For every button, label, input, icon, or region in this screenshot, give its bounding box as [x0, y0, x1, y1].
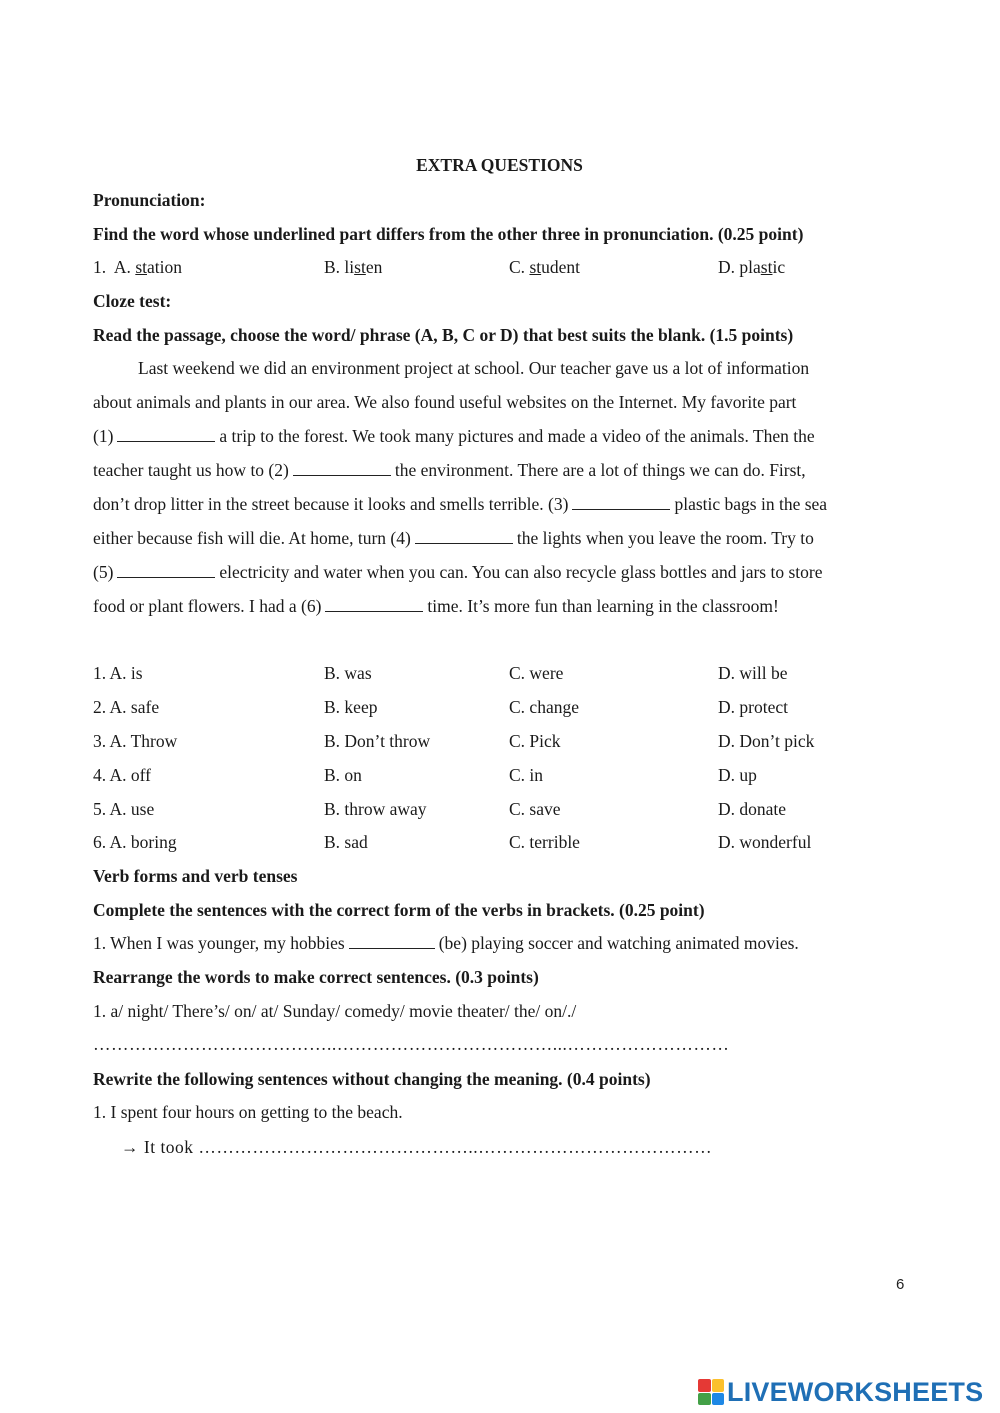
- option-a[interactable]: 3. A. Throw: [93, 731, 178, 751]
- option-a[interactable]: 4. A. off: [93, 765, 152, 785]
- brand-name: LIVEWORKSHEETS: [727, 1376, 984, 1407]
- option-c[interactable]: C. change: [509, 697, 579, 717]
- passage-line: either because fish will die. At home, turn (4) the lights when you leave the room. Try to: [93, 528, 814, 548]
- page-title: EXTRA QUESTIONS: [416, 155, 583, 175]
- brand-square-red: [698, 1379, 711, 1392]
- option-row: [93, 731, 913, 753]
- rearrange-answer-line[interactable]: …………………………………..………………………………...………………………: [93, 1034, 730, 1054]
- passage-line: don’t drop litter in the street because it looks and smells terrible. (3) plastic bags in the sea: [93, 494, 828, 514]
- brand-square-blue: [712, 1393, 725, 1406]
- cloze-instruction: Read the passage, choose the word/ phrase (A, B, C or D) that best suits the blank. (1.5 points): [93, 325, 794, 345]
- passage-line: (1) a trip to the forest. We took many pictures and made a video of the animals. Then the: [93, 426, 815, 446]
- rewrite-answer-line[interactable]: → It took ………………………………………..…………………………………: [121, 1137, 713, 1157]
- option-b[interactable]: B. keep: [324, 697, 378, 717]
- rearrange-instruction: Rearrange the words to make correct sentences. (0.3 points): [93, 967, 539, 987]
- option-row: [93, 799, 913, 821]
- option-b[interactable]: B. was: [324, 663, 372, 683]
- option-row: [93, 832, 913, 854]
- pronunciation-instruction: Find the word whose underlined part differs from the other three in pronunciation. (0.25 point): [93, 224, 804, 244]
- rearrange-question-1: 1. a/ night/ There’s/ on/ at/ Sunday/ comedy/ movie theater/ the/ on/./: [93, 1001, 577, 1021]
- passage-line: food or plant flowers. I had a (6) time. It’s more fun than learning in the classroom!: [93, 596, 779, 616]
- verb-blank[interactable]: [349, 934, 435, 949]
- option-row: [93, 697, 913, 719]
- option-c[interactable]: C. Pick: [509, 731, 561, 751]
- pronunciation-question-1: [93, 257, 913, 279]
- passage-line: Last weekend we did an environment project at school. Our teacher gave us a lot of information: [138, 358, 810, 378]
- verbs-heading: Verb forms and verb tenses: [93, 866, 298, 886]
- option-d[interactable]: D. will be: [718, 663, 788, 683]
- brand-grid-icon: [698, 1379, 724, 1405]
- option-a[interactable]: 1. A. is: [93, 663, 143, 683]
- option-a[interactable]: 6. A. boring: [93, 832, 177, 852]
- blank-6[interactable]: [325, 597, 423, 612]
- option-d[interactable]: D. Don’t pick: [718, 731, 815, 751]
- blank-1[interactable]: [117, 427, 215, 442]
- cloze-heading: Cloze test:: [93, 291, 172, 311]
- passage-line: (5) electricity and water when you can. You can also recycle glass bottles and jars to store: [93, 562, 823, 582]
- option-b[interactable]: B. throw away: [324, 799, 427, 819]
- verbs-instruction: Complete the sentences with the correct form of the verbs in brackets. (0.25 point): [93, 900, 705, 920]
- option-d[interactable]: D. protect: [718, 697, 788, 717]
- page-number: 6: [896, 1276, 905, 1293]
- rewrite-instruction: Rewrite the following sentences without changing the meaning. (0.4 points): [93, 1069, 651, 1089]
- liveworksheets-logo[interactable]: [698, 1372, 983, 1412]
- option-d[interactable]: D. wonderful: [718, 832, 812, 852]
- brand-square-yellow: [712, 1379, 725, 1392]
- option-row: [93, 663, 913, 685]
- blank-3[interactable]: [572, 495, 670, 510]
- option-b[interactable]: B. listen: [324, 257, 383, 277]
- passage-line: teacher taught us how to (2) the environment. There are a lot of things we can do. First,: [93, 460, 806, 480]
- option-c[interactable]: C. save: [509, 799, 561, 819]
- blank-5[interactable]: [117, 563, 215, 578]
- option-a[interactable]: 2. A. safe: [93, 697, 160, 717]
- pronunciation-heading: Pronunciation:: [93, 190, 206, 210]
- option-d[interactable]: D. plastic: [718, 257, 786, 277]
- option-d[interactable]: D. up: [718, 765, 757, 785]
- option-b[interactable]: B. sad: [324, 832, 368, 852]
- option-b[interactable]: B. on: [324, 765, 362, 785]
- blank-2[interactable]: [293, 461, 391, 476]
- brand-square-green: [698, 1393, 711, 1406]
- option-c[interactable]: C. terrible: [509, 832, 580, 852]
- option-d[interactable]: D. donate: [718, 799, 787, 819]
- option-b[interactable]: B. Don’t throw: [324, 731, 431, 751]
- option-a[interactable]: 1. A. station: [93, 257, 182, 277]
- option-c[interactable]: C. were: [509, 663, 564, 683]
- verbs-question-1: 1. When I was younger, my hobbies (be) playing soccer and watching animated movies.: [93, 933, 799, 953]
- passage-line: about animals and plants in our area. We also found useful websites on the Internet. My favorite part: [93, 392, 797, 412]
- option-a[interactable]: 5. A. use: [93, 799, 155, 819]
- rewrite-question-1: 1. I spent four hours on getting to the beach.: [93, 1102, 403, 1122]
- option-c[interactable]: C. in: [509, 765, 544, 785]
- blank-4[interactable]: [415, 529, 513, 544]
- option-row: [93, 765, 913, 787]
- option-c[interactable]: C. student: [509, 257, 581, 277]
